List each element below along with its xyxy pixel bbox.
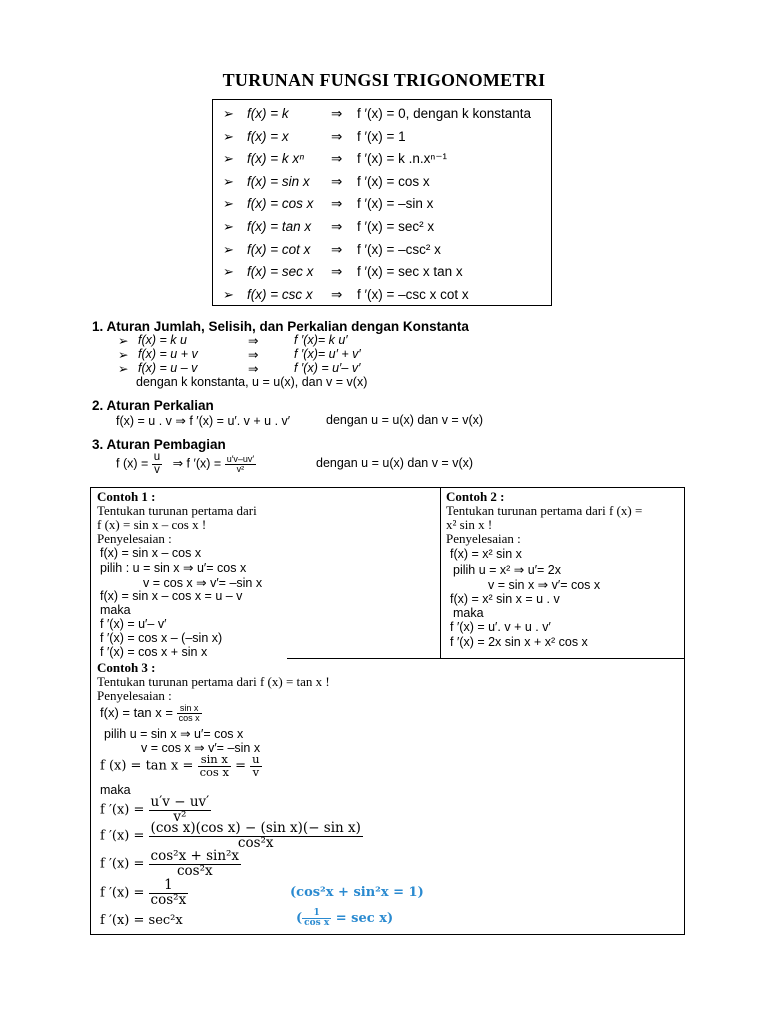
implies-icon: ⇒ bbox=[248, 362, 259, 376]
page-title: TURUNAN FUNGSI TRIGONOMETRI bbox=[222, 70, 546, 90]
formula-lhs: f(x) = sec x bbox=[247, 264, 314, 280]
formula-table bbox=[212, 99, 552, 306]
implies-icon: ⇒ bbox=[331, 196, 343, 212]
contoh3-line-uv: f (x) = tan x = $\frac{\text{sin x}}{\text{cos x}}$ = $\frac{u}{v}$ bbox=[100, 752, 260, 779]
rule3-formula: f (x) = $\frac{u}{v}$ ⇒ f ′(x) = $\frac{u'v-uv'}{\text{v²}}$ bbox=[116, 451, 255, 476]
formula-rhs: f ′(x) = sec² x bbox=[357, 219, 435, 234]
implies-icon: ⇒ bbox=[331, 241, 343, 257]
contoh2-question-line1: Tentukan turunan pertama dari f (x) = bbox=[446, 503, 643, 518]
formula-lhs: f(x) = tan x bbox=[247, 219, 312, 234]
contoh3-question: Tentukan turunan pertama dari f (x) = tan x ! bbox=[97, 674, 330, 689]
contoh1-line: v = cos x ⇒ v′= –sin x bbox=[143, 576, 263, 590]
rule3-note: dengan u = u(x) dan v = v(x) bbox=[316, 456, 474, 470]
contoh1-line: f(x) = sin x – cos x = u – v bbox=[100, 589, 243, 603]
implies-icon: ⇒ bbox=[331, 173, 343, 189]
rule1-lhs: f(x) = u – v bbox=[138, 361, 198, 375]
contoh2-line: f(x) = x² sin x bbox=[450, 547, 522, 561]
contoh2-line: maka bbox=[453, 606, 484, 620]
formula-rhs: f ′(x) = –csc x cot x bbox=[357, 286, 469, 302]
rule1-heading: 1. Aturan Jumlah, Selisih, dan Perkalian dengan Konstanta bbox=[92, 319, 469, 334]
formula-rhs: f ′(x) = sec x tan x bbox=[357, 264, 463, 280]
rule1-rhs: f ′(x)= k u′ bbox=[294, 333, 348, 347]
formula-lhs: f(x) = cot x bbox=[247, 241, 311, 257]
contoh1-line: f ′(x) = cos x – (–sin x) bbox=[100, 631, 223, 645]
contoh2-solution-label: Penyelesaian : bbox=[446, 531, 521, 546]
formula-lhs: f(x) = cos x bbox=[247, 196, 314, 212]
contoh1-line: maka bbox=[100, 603, 131, 617]
contoh3-heading: Contoh 3 : bbox=[97, 660, 156, 675]
implies-icon: ⇒ bbox=[248, 334, 259, 348]
bullet-arrow-icon: ➢ bbox=[223, 173, 234, 189]
contoh3-deriv-4: f ′(x) = $\frac{1}{\text{cos²x}}$ bbox=[100, 877, 187, 908]
rule1-lhs: f(x) = k u bbox=[138, 333, 187, 347]
bullet-arrow-icon: ➢ bbox=[118, 334, 129, 348]
contoh2-question-line2: x² sin x ! bbox=[446, 517, 493, 532]
formula-rhs: f ′(x) = 1 bbox=[357, 128, 406, 144]
contoh1-line: f ′(x) = u′– v′ bbox=[100, 617, 167, 631]
contoh3-pilih-v: v = cos x ⇒ v′= –sin x bbox=[141, 741, 261, 755]
rule1-note: dengan k konstanta, u = u(x), dan v = v(x) bbox=[136, 375, 368, 389]
formula-lhs: f(x) = x bbox=[247, 128, 289, 144]
bullet-arrow-icon: ➢ bbox=[223, 286, 234, 302]
contoh1-line: pilih : u = sin x ⇒ u′= cos x bbox=[100, 561, 247, 575]
formula-lhs: f(x) = sin x bbox=[247, 173, 310, 189]
bullet-arrow-icon: ➢ bbox=[223, 241, 234, 257]
bullet-arrow-icon: ➢ bbox=[223, 196, 234, 212]
contoh2-line: f ′(x) = 2x sin x + x² cos x bbox=[450, 635, 588, 649]
contoh1-question-line2: f (x) = sin x – cos x ! bbox=[97, 517, 207, 532]
formula-lhs: f(x) = csc x bbox=[247, 286, 313, 302]
bullet-arrow-icon: ➢ bbox=[118, 348, 129, 362]
contoh1-heading: Contoh 1 : bbox=[97, 489, 156, 504]
contoh1-question-line1: Tentukan turunan pertama dari bbox=[97, 503, 257, 518]
bullet-arrow-icon: ➢ bbox=[118, 362, 129, 376]
contoh3-sec-note: ( $\frac{1}{\text{cos x}}$ = sec x) bbox=[296, 908, 394, 928]
implies-icon: ⇒ bbox=[331, 151, 343, 167]
implies-icon: ⇒ bbox=[331, 264, 343, 280]
contoh2-line: f(x) = x² sin x = u . v bbox=[450, 592, 560, 606]
formula-rhs: f ′(x) = 0, dengan k konstanta bbox=[357, 106, 532, 121]
rule3-heading: 3. Aturan Pembagian bbox=[92, 437, 226, 452]
bullet-arrow-icon: ➢ bbox=[223, 219, 234, 234]
contoh3-solution-label: Penyelesaian : bbox=[97, 688, 172, 703]
formula-lhs: f(x) = k bbox=[247, 106, 289, 121]
formula-rhs: f ′(x) = –csc² x bbox=[357, 241, 441, 257]
contoh3-deriv-5: f ′(x) = sec²x bbox=[100, 913, 183, 928]
contoh2-line: pilih u = x² ⇒ u′= 2x bbox=[453, 563, 562, 577]
formula-rhs: f ′(x) = cos x bbox=[357, 173, 430, 189]
contoh3-identity-note: (cos²x + sin²x = 1) bbox=[290, 885, 424, 900]
contoh1-solution-label: Penyelesaian : bbox=[97, 531, 172, 546]
bullet-arrow-icon: ➢ bbox=[223, 264, 234, 280]
examples-box bbox=[90, 487, 685, 935]
implies-icon: ⇒ bbox=[248, 348, 259, 362]
formula-rhs: f ′(x) = k .n.xⁿ⁻¹ bbox=[357, 151, 447, 167]
rule1-lhs: f(x) = u + v bbox=[138, 347, 198, 361]
examples-horizontal-divider bbox=[287, 658, 684, 659]
formula-lhs: f(x) = k xⁿ bbox=[247, 151, 305, 167]
formula-rhs: f ′(x) = –sin x bbox=[357, 196, 434, 212]
implies-icon: ⇒ bbox=[331, 286, 343, 302]
contoh3-maka: maka bbox=[100, 783, 131, 797]
bullet-arrow-icon: ➢ bbox=[223, 151, 234, 167]
bullet-arrow-icon: ➢ bbox=[223, 128, 234, 144]
contoh3-deriv-3: f ′(x) = $\frac{\text{cos²x + sin²x}}{\text{cos²x}}$ bbox=[100, 848, 240, 879]
contoh1-line: f(x) = sin x – cos x bbox=[100, 546, 202, 560]
implies-icon: ⇒ bbox=[331, 106, 343, 121]
rule1-rhs: f ′(x)= u′ + v′ bbox=[294, 347, 361, 361]
examples-vertical-divider bbox=[440, 488, 441, 659]
contoh3-deriv-2: f ′(x) = $\frac{\text{(cos x)(cos x) − (sin x)(− sin x)}}{\text{cos²x}}$ bbox=[100, 820, 361, 851]
contoh2-heading: Contoh 2 : bbox=[446, 489, 505, 504]
contoh1-line: f ′(x) = cos x + sin x bbox=[100, 645, 208, 659]
implies-icon: ⇒ bbox=[331, 219, 343, 234]
bullet-arrow-icon: ➢ bbox=[223, 106, 234, 121]
rule2-note: dengan u = u(x) dan v = v(x) bbox=[326, 413, 484, 427]
contoh3-deriv-1: f ′(x) = $\frac{u'v - uv'}{\text{v²}}$ bbox=[100, 794, 210, 825]
contoh3-line-tan: f(x) = tan x = $\frac{\text{sin x}}{\text{cos x}}$ bbox=[100, 703, 200, 723]
contoh3-pilih-u: pilih u = sin x ⇒ u′= cos x bbox=[104, 727, 244, 741]
contoh2-line: v = sin x ⇒ v′= cos x bbox=[488, 578, 601, 592]
contoh2-line: f ′(x) = u′. v + u . v′ bbox=[450, 620, 551, 634]
implies-icon: ⇒ bbox=[331, 128, 343, 144]
rule2-formula: f(x) = u . v ⇒ f ′(x) = u′. v + u . v′ bbox=[116, 414, 291, 428]
rule1-rhs: f ′(x) = u′– v′ bbox=[294, 361, 361, 375]
rule2-heading: 2. Aturan Perkalian bbox=[92, 398, 214, 413]
